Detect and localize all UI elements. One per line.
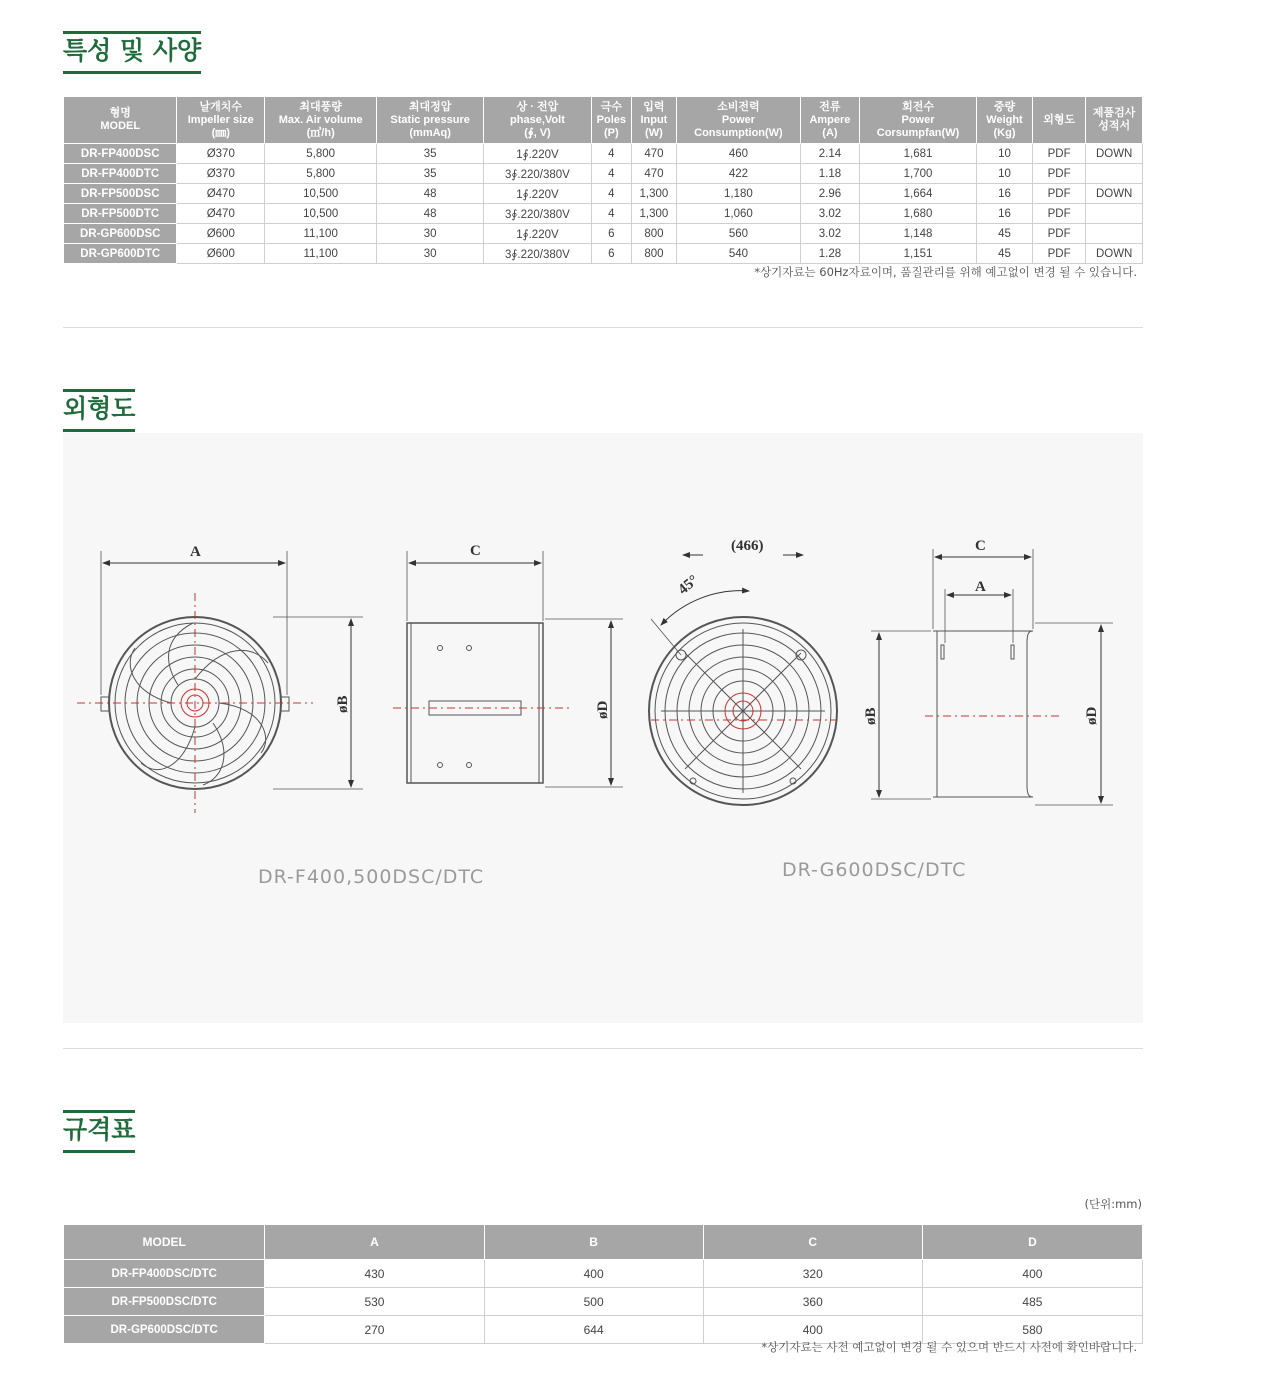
- dim-cell-a: 530: [265, 1288, 484, 1316]
- spec-cell-power: 422: [676, 164, 800, 184]
- spec-row: [64, 244, 1143, 264]
- spec-cell-ampere: 3.02: [800, 224, 859, 244]
- spec-header-unit: Corsumpfan(W): [876, 126, 960, 139]
- spec-cell-report[interactable]: DOWN: [1086, 144, 1143, 164]
- label-466: (466): [731, 538, 764, 554]
- dim-cell-c: 400: [703, 1316, 922, 1344]
- spec-header-unit: (A): [822, 126, 838, 139]
- spec-cell-size: Ø470: [177, 204, 265, 224]
- spec-table: [63, 96, 1143, 264]
- spec-cell-model: DR-FP400DTC: [64, 164, 177, 184]
- dimension-note: *상기자료는 사전 예고없이 변경 될 수 있으며 반드시 사전에 확인바랍니다.: [761, 1340, 1137, 1354]
- spec-cell-poles: 4: [591, 204, 631, 224]
- dim-cell-c: 320: [703, 1260, 922, 1288]
- spec-cell-weight: 45: [977, 224, 1033, 244]
- spec-header-unit: (∮, V): [524, 126, 551, 139]
- spec-cell-rpm: 1,681: [859, 144, 976, 164]
- spec-cell-ampere: 1.18: [800, 164, 859, 184]
- spec-cell-power: 460: [676, 144, 800, 164]
- spec-header-en: Power: [901, 113, 935, 126]
- spec-cell-weight: 10: [977, 164, 1033, 184]
- spec-cell-size: Ø370: [177, 144, 265, 164]
- label-angle: 45°: [675, 572, 702, 599]
- spec-cell-ampere: 2.96: [800, 184, 859, 204]
- spec-cell-outline[interactable]: PDF: [1032, 164, 1085, 184]
- spec-cell-volt: 1∮.220V: [484, 224, 592, 244]
- fan-side-view-g: [871, 549, 1113, 805]
- dim-header-cell: B: [484, 1225, 703, 1260]
- spec-header-en: Weight: [986, 113, 1023, 126]
- spec-header-ko: 상 · 전압: [516, 100, 559, 113]
- dim-cell-b: 400: [484, 1260, 703, 1288]
- spec-header-en: Ampere: [809, 113, 851, 126]
- spec-header-unit: (Kg): [993, 126, 1016, 139]
- spec-header-cell: [1086, 97, 1143, 144]
- label-c-right: C: [975, 538, 986, 554]
- spec-cell-rpm: 1,664: [859, 184, 976, 204]
- fan-side-view-f: [393, 551, 623, 787]
- spec-cell-air: 10,500: [265, 184, 377, 204]
- spec-cell-air: 11,100: [265, 244, 377, 264]
- spec-cell-volt: 3∮.220/380V: [484, 164, 592, 184]
- dim-row: [64, 1260, 1143, 1288]
- spec-header-cell: [484, 97, 592, 144]
- label-a: A: [190, 544, 201, 560]
- spec-cell-outline[interactable]: PDF: [1032, 184, 1085, 204]
- spec-header-en: Static pressure: [390, 113, 470, 126]
- spec-cell-input: 1,300: [631, 184, 676, 204]
- label-b: øB: [335, 695, 351, 713]
- spec-header-cell: [859, 97, 976, 144]
- spec-header-en: Input: [640, 113, 668, 126]
- spec-cell-ampere: 3.02: [800, 204, 859, 224]
- dim-cell-d: 485: [922, 1288, 1142, 1316]
- spec-cell-size: Ø470: [177, 184, 265, 204]
- spec-cell-size: Ø370: [177, 164, 265, 184]
- spec-header-unit: (W): [645, 126, 663, 139]
- spec-cell-volt: 1∮.220V: [484, 184, 592, 204]
- spec-header-unit: (㎜): [211, 126, 230, 139]
- spec-header-unit: Consumption(W): [694, 126, 783, 139]
- dim-header-cell: A: [265, 1225, 484, 1260]
- spec-cell-volt: 3∮.220/380V: [484, 204, 592, 224]
- specs-section-title: 특성 및 사양: [63, 31, 201, 74]
- spec-cell-ampere: 1.28: [800, 244, 859, 264]
- dim-cell-d: 580: [922, 1316, 1142, 1344]
- spec-cell-weight: 45: [977, 244, 1033, 264]
- dimension-table: [63, 1224, 1143, 1344]
- label-a-right: A: [975, 579, 986, 595]
- spec-header-en: MODEL: [100, 120, 141, 132]
- divider: [63, 327, 1143, 328]
- spec-cell-weight: 16: [977, 184, 1033, 204]
- spec-row: [64, 224, 1143, 244]
- spec-cell-outline[interactable]: PDF: [1032, 224, 1085, 244]
- spec-header-ko: 중량: [993, 100, 1016, 113]
- spec-cell-model: DR-FP400DSC: [64, 144, 177, 164]
- dimension-table-header: [64, 1225, 1143, 1260]
- spec-cell-rpm: 1,151: [859, 244, 976, 264]
- spec-cell-rpm: 1,680: [859, 204, 976, 224]
- outline-drawing: [63, 433, 1143, 1023]
- spec-header-ko: 제품검사: [1092, 107, 1136, 119]
- spec-header-en: Max. Air volume: [278, 113, 363, 126]
- spec-cell-input: 470: [631, 144, 676, 164]
- spec-header-unit: (㎥/h): [306, 126, 335, 139]
- spec-header-cell: [377, 97, 484, 144]
- spec-header-cell: [64, 97, 177, 144]
- spec-header-ko: 회전수: [902, 100, 934, 113]
- spec-note: *상기자료는 60Hz자료이며, 품질관리를 위해 예고없이 변경 될 수 있습니다.: [754, 265, 1137, 279]
- spec-cell-pressure: 35: [377, 164, 484, 184]
- spec-header-ko: 전류: [819, 100, 841, 113]
- spec-header-en: Poles: [596, 113, 627, 126]
- spec-cell-rpm: 1,148: [859, 224, 976, 244]
- spec-cell-air: 5,800: [265, 164, 377, 184]
- spec-cell-size: Ø600: [177, 244, 265, 264]
- dim-cell-a: 430: [265, 1260, 484, 1288]
- dim-cell-model: DR-GP600DSC/DTC: [64, 1316, 265, 1344]
- spec-cell-air: 10,500: [265, 204, 377, 224]
- spec-header-cell: [631, 97, 676, 144]
- caption-left: DR-F400,500DSC/DTC: [258, 866, 485, 888]
- dim-cell-d: 400: [922, 1260, 1142, 1288]
- spec-cell-pressure: 30: [377, 244, 484, 264]
- spec-header-en: Power: [721, 113, 755, 126]
- spec-cell-report: [1086, 204, 1143, 224]
- spec-table-header: [64, 97, 1143, 144]
- spec-header-cell: [265, 97, 377, 144]
- spec-cell-power: 1,060: [676, 204, 800, 224]
- spec-cell-rpm: 1,700: [859, 164, 976, 184]
- unit-label: (단위:mm): [1084, 1197, 1142, 1211]
- spec-header-unit: (mmAq): [409, 126, 451, 139]
- label-d: øD: [595, 700, 611, 719]
- spec-header-ko: 최대정압: [408, 100, 452, 113]
- caption-right: DR-G600DSC/DTC: [782, 859, 967, 881]
- label-c: C: [470, 543, 481, 559]
- spec-cell-poles: 4: [591, 144, 631, 164]
- spec-cell-weight: 16: [977, 204, 1033, 224]
- spec-cell-model: DR-FP500DSC: [64, 184, 177, 204]
- dim-row: [64, 1288, 1143, 1316]
- spec-cell-outline[interactable]: PDF: [1032, 144, 1085, 164]
- spec-cell-report[interactable]: DOWN: [1086, 184, 1143, 204]
- dim-cell-model: DR-FP400DSC/DTC: [64, 1260, 265, 1288]
- spec-cell-pressure: 48: [377, 184, 484, 204]
- spec-cell-input: 1,300: [631, 204, 676, 224]
- fan-front-view-g: [649, 555, 837, 805]
- spec-header-ko: 외형도: [1043, 113, 1076, 126]
- spec-cell-poles: 4: [591, 164, 631, 184]
- spec-row: [64, 204, 1143, 224]
- label-b-right: øB: [863, 707, 879, 725]
- dim-header-cell: D: [922, 1225, 1142, 1260]
- divider: [63, 1048, 1143, 1049]
- spec-cell-pressure: 30: [377, 224, 484, 244]
- spec-row: [64, 144, 1143, 164]
- outline-section-title: 외형도: [63, 389, 135, 432]
- spec-cell-outline[interactable]: PDF: [1032, 244, 1085, 264]
- dim-header-cell: MODEL: [64, 1225, 265, 1260]
- spec-cell-model: DR-GP600DSC: [64, 224, 177, 244]
- spec-cell-volt: 3∮.220/380V: [484, 244, 592, 264]
- dim-cell-b: 644: [484, 1316, 703, 1344]
- spec-cell-volt: 1∮.220V: [484, 144, 592, 164]
- spec-header-cell: [591, 97, 631, 144]
- spec-header-en: phase,Volt: [510, 113, 565, 126]
- dim-header-cell: C: [703, 1225, 922, 1260]
- spec-row: [64, 164, 1143, 184]
- spec-cell-size: Ø600: [177, 224, 265, 244]
- spec-cell-input: 800: [631, 244, 676, 264]
- dimension-section-title: 규격표: [63, 1110, 135, 1153]
- spec-cell-poles: 4: [591, 184, 631, 204]
- spec-cell-power: 560: [676, 224, 800, 244]
- spec-cell-poles: 6: [591, 244, 631, 264]
- spec-header-cell: [1032, 97, 1085, 144]
- spec-header-en: Impeller size: [187, 113, 254, 126]
- spec-header-ko: 날개치수: [199, 100, 243, 113]
- dim-cell-model: DR-FP500DSC/DTC: [64, 1288, 265, 1316]
- dim-cell-b: 500: [484, 1288, 703, 1316]
- spec-cell-pressure: 48: [377, 204, 484, 224]
- spec-header-en: 성적서: [1098, 120, 1131, 132]
- spec-header-ko: 입력: [643, 100, 665, 113]
- spec-cell-model: DR-GP600DTC: [64, 244, 177, 264]
- spec-header-cell: [977, 97, 1033, 144]
- spec-header-ko: 소비전력: [717, 100, 760, 113]
- spec-cell-air: 11,100: [265, 224, 377, 244]
- spec-cell-ampere: 2.14: [800, 144, 859, 164]
- outline-drawing-svg: [63, 433, 1143, 1023]
- spec-header-unit: (P): [604, 126, 619, 139]
- spec-row: [64, 184, 1143, 204]
- spec-header-ko: 형명: [109, 107, 131, 119]
- spec-header-cell: [800, 97, 859, 144]
- spec-cell-input: 470: [631, 164, 676, 184]
- fan-front-view-f: [77, 551, 363, 813]
- spec-cell-pressure: 35: [377, 144, 484, 164]
- spec-cell-outline[interactable]: PDF: [1032, 204, 1085, 224]
- spec-header-cell: [676, 97, 800, 144]
- dim-cell-a: 270: [265, 1316, 484, 1344]
- spec-cell-air: 5,800: [265, 144, 377, 164]
- spec-header-ko: 극수: [600, 100, 622, 113]
- spec-cell-model: DR-FP500DTC: [64, 204, 177, 224]
- spec-cell-report[interactable]: DOWN: [1086, 244, 1143, 264]
- spec-header-cell: [177, 97, 265, 144]
- spec-cell-power: 1,180: [676, 184, 800, 204]
- spec-cell-report: [1086, 164, 1143, 184]
- spec-cell-weight: 10: [977, 144, 1033, 164]
- spec-cell-input: 800: [631, 224, 676, 244]
- spec-cell-power: 540: [676, 244, 800, 264]
- dim-cell-c: 360: [703, 1288, 922, 1316]
- spec-header-ko: 최대풍량: [299, 100, 342, 113]
- label-d-right: øD: [1084, 706, 1100, 725]
- spec-cell-report: [1086, 224, 1143, 244]
- spec-cell-poles: 6: [591, 224, 631, 244]
